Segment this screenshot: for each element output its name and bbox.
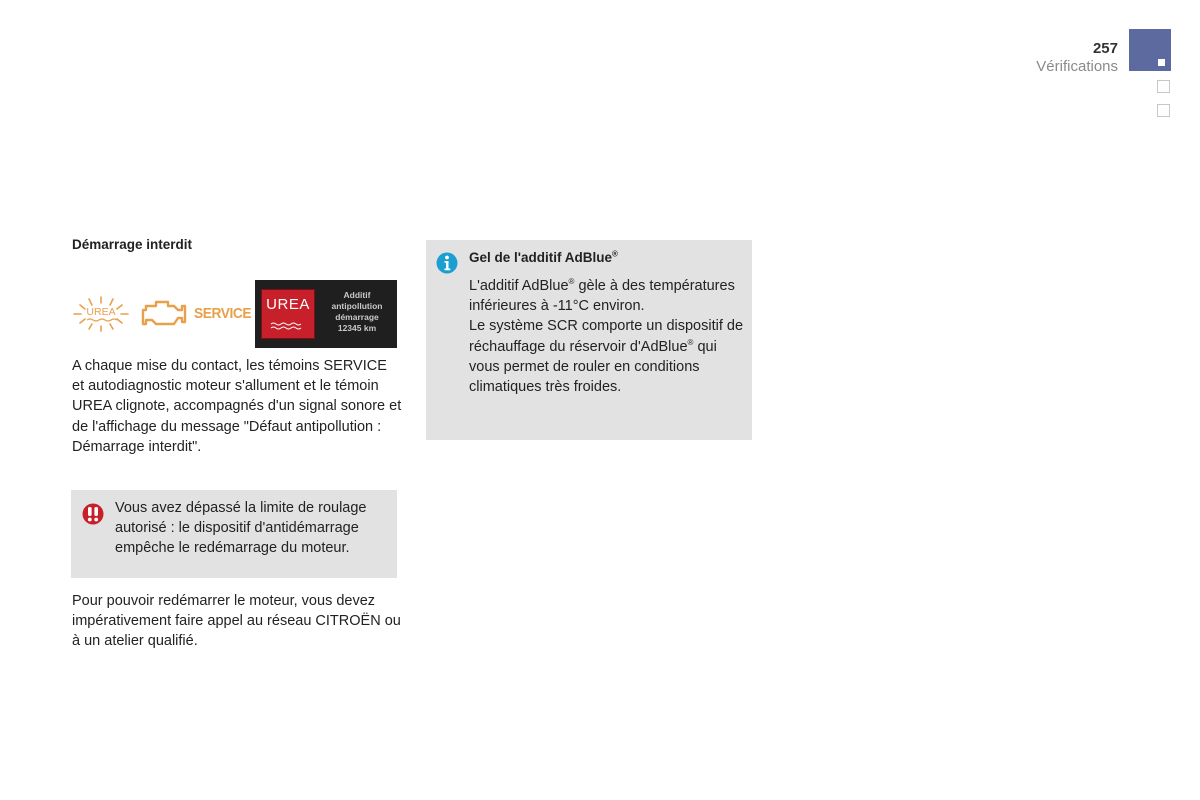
info-text-fragment: L'additif AdBlue — [469, 278, 569, 294]
registered-mark: ® — [687, 337, 694, 347]
display-message-line: démarrage — [335, 312, 379, 322]
section-title: Vérifications — [1036, 58, 1118, 75]
engine-check-lamp-icon — [136, 294, 188, 332]
chapter-tab-square-1 — [1157, 80, 1170, 93]
info-title-text: Gel de l'additif AdBlue — [469, 250, 612, 265]
display-message-line: Additif — [343, 290, 371, 300]
info-icon — [436, 252, 458, 274]
chapter-tab-dot — [1158, 59, 1165, 66]
chapter-tab-marker — [1129, 29, 1171, 71]
info-paragraph-1 — [469, 276, 749, 316]
info-text-fragment: qui vous permet de rouler en conditions climatiques très froides. — [469, 338, 717, 396]
exclamation-icon — [82, 503, 104, 525]
section-heading: Démarrage interdit — [72, 237, 193, 252]
instrument-display — [255, 280, 397, 348]
info-text-fragment: Le système SCR comporte un dispositif de réchauffage du réservoir d'AdBlue — [469, 318, 744, 355]
warning-text: Vous avez dépassé la limite de roulage autorisé : le dispositif d'antidémarrage empêche le redémarrage du moteur. — [115, 500, 367, 557]
info-text-fragment: gèle à des températures inférieures à -11°C environ. — [469, 278, 735, 315]
chapter-tab-square-2 — [1157, 104, 1170, 117]
info-paragraph-2 — [469, 316, 749, 397]
display-urea-label: UREA — [266, 296, 310, 313]
info-box — [426, 240, 752, 440]
body-paragraph: Pour pouvoir redémarrer le moteur, vous devez impérativement faire appel au réseau CITROËN ou à un atelier qualifié. — [72, 593, 401, 650]
display-message — [319, 290, 395, 334]
registered-mark: ® — [611, 249, 618, 259]
service-lamp-label: SERVICE — [194, 305, 252, 322]
fluid-waves-icon — [270, 320, 306, 330]
display-message-line: 12345 km — [337, 323, 377, 333]
display-message-line: antipollution — [331, 301, 383, 311]
page-number: 257 — [1092, 40, 1118, 57]
info-title — [469, 250, 618, 265]
display-urea-indicator — [261, 289, 315, 339]
warning-box — [71, 490, 397, 578]
registered-mark: ® — [568, 277, 575, 287]
info-text — [469, 276, 749, 397]
urea-warning-lamp-icon — [72, 294, 130, 334]
urea-lamp-label: UREA — [86, 306, 116, 318]
warning-lamps-illustration — [70, 280, 400, 350]
body-paragraph: A chaque mise du contact, les témoins SERVICE et autodiagnostic moteur s'allument et le témoin UREA clignote, accompagnés d'un signal sonore et de l'affichage du message "Défaut antipollution : Démarrage interdit". — [72, 358, 402, 455]
